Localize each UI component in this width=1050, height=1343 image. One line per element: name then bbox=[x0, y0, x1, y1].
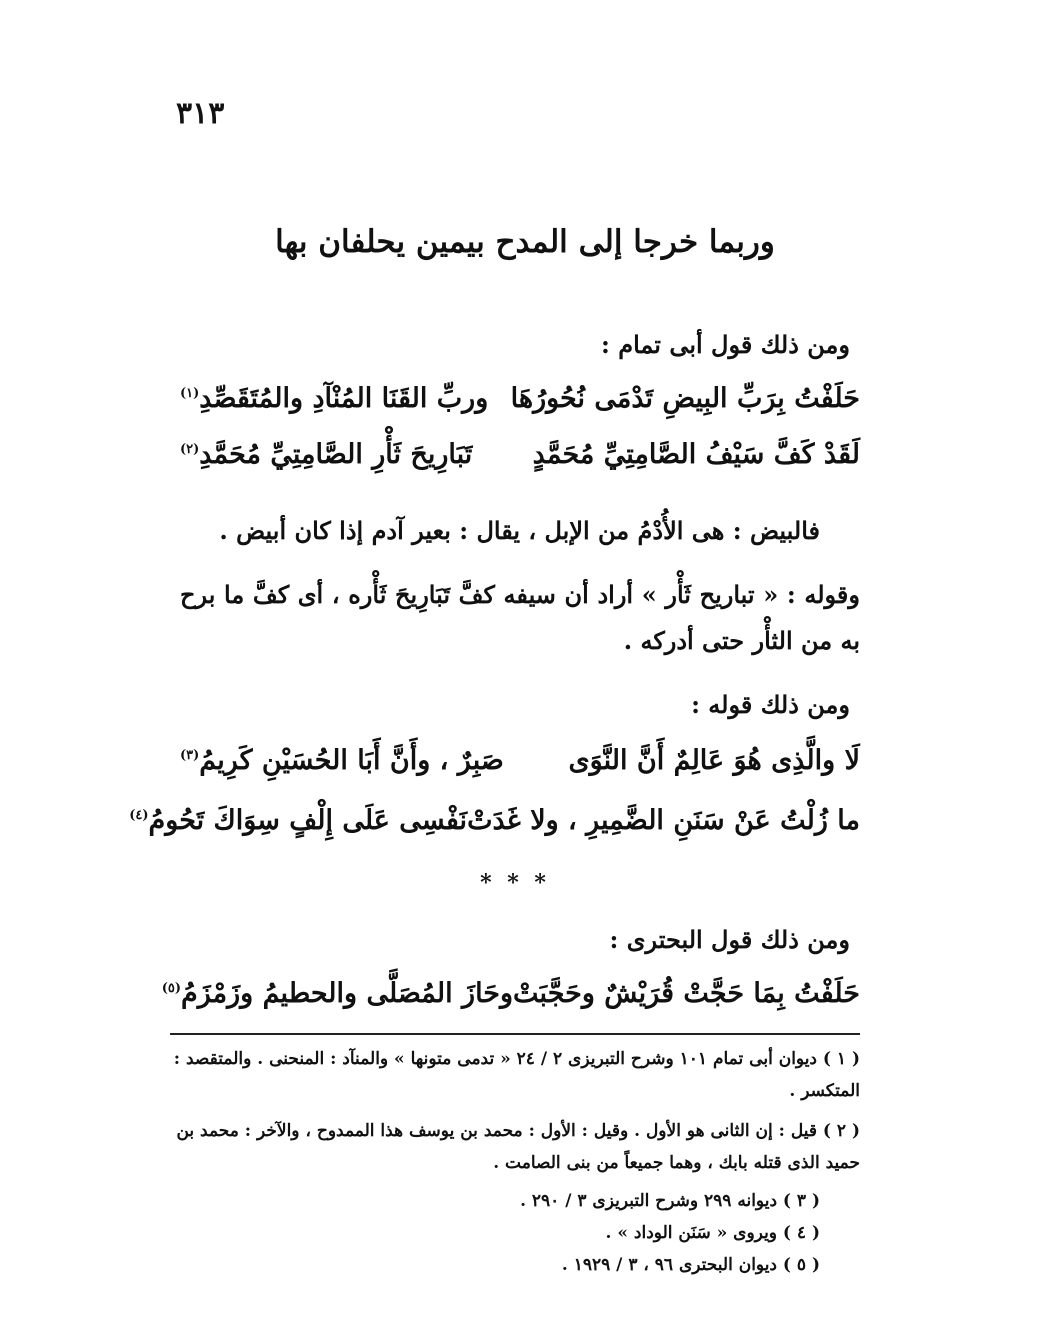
footnote-marker: (٣) bbox=[180, 748, 200, 763]
footnote: ( ٢ ) قيل : إن الثانى هو الأول . وقيل : الأول : محمد بن يوسف هذا الممدوح ، والآخر : محمد بن حميد الذى قتله بابك ، وهما جميعاً من بنى الصامت . bbox=[176, 1121, 860, 1173]
verse-text: تَبَارِيحَ ثَأْرِ الصَّامِتِيِّ مُحَمَّدِ bbox=[199, 439, 473, 470]
verse-first-hemistich: حَلَفْتُ بِمَا حَجَّتْ قُرَيْشٌ وحَجَّبَتْ bbox=[513, 978, 860, 1009]
footnote-marker: (١) bbox=[180, 386, 200, 401]
verse-text: صَبِرٌ ، وأَنَّ أَبَا الحُسَيْنِ كَرِيمُ bbox=[199, 745, 504, 776]
verse-text: وربِّ القَنَا المُنْآدِ والمُتَقَصِّدِ bbox=[199, 383, 489, 414]
verse-first-hemistich: ما زُلْتُ عَنْ سَنَنِ الضَّمِيرِ ، ولا غَدَتْ bbox=[467, 805, 860, 836]
intro-his-saying: ومن ذلك قوله : bbox=[691, 690, 850, 719]
intro-buhturi: ومن ذلك قول البحترى : bbox=[609, 925, 850, 954]
verse-text: نَفْسِى عَلَى إِلْفٍ سِوَاكَ تَحُومُ bbox=[148, 805, 468, 836]
verse-text: وحَازَ المُصَلَّى والحطيمُ وزَمْزَمُ bbox=[181, 978, 514, 1009]
verse-first-hemistich: لَقَدْ كَفَّ سَيْفُ الصَّامِتِيِّ مُحَمَّدٍ bbox=[532, 439, 860, 470]
verse-first-hemistich: لَا والَّذِى هُوَ عَالِمٌ أَنَّ النَّوَى bbox=[568, 745, 860, 776]
footnote-marker: (٢) bbox=[180, 442, 200, 457]
section-divider-stars: * * * bbox=[480, 870, 550, 896]
verse-line bbox=[129, 805, 860, 836]
verse-line bbox=[180, 745, 860, 776]
verse-line bbox=[180, 439, 860, 470]
footnote: ( ٣ ) ديوانه ٢٩٩ وشرح التبريزى ٣ / ٢٩٠ . bbox=[520, 1191, 820, 1211]
footnote: ( ٥ ) ديوان البحترى ٩٦ ، ٣ / ١٩٢٩ . bbox=[561, 1255, 820, 1275]
footnote-marker: (٥) bbox=[161, 981, 182, 996]
verse-line bbox=[180, 383, 860, 414]
explanation-paragraph: وقوله : « تباريح ثَأْر » أراد أن سيفه كفَّ تَبَارِيحَ ثَأْره ، أى كفَّ ما برح به من الثأْر حتى أدركه . bbox=[180, 580, 860, 655]
section-heading: وربما خرجا إلى المدح بيمين يحلفان بها bbox=[275, 224, 775, 260]
footnote: ( ١ ) ديوان أبى تمام ١٠١ وشرح التبريزى ٢ / ٢٤ « تدمى متونها » والمنآد : المنحنى . والمتقصد : المتكسر . bbox=[173, 1049, 860, 1101]
verse-second-hemistich bbox=[162, 978, 513, 1009]
intro-abu-tammam: ومن ذلك قول أبى تمام : bbox=[601, 330, 850, 359]
verse-line bbox=[161, 978, 860, 1009]
page-number: ٣١٣ bbox=[176, 96, 225, 131]
verse-second-hemistich bbox=[180, 439, 472, 470]
explanation-paragraph: فالبيض : هى الأُدْمُ من الإبل ، يقال : بعير آدم إذا كان أبيض . bbox=[219, 516, 820, 545]
verse-second-hemistich bbox=[180, 383, 488, 414]
verse-second-hemistich bbox=[129, 805, 467, 836]
verse-first-hemistich: حَلَفْتُ بِرَبِّ البِيضِ تَدْمَى نُحُورُهَا bbox=[510, 383, 860, 414]
verse-second-hemistich bbox=[180, 745, 504, 776]
footnote: ( ٤ ) ويروى « سَنَن الوداد » . bbox=[605, 1223, 820, 1243]
footnote-rule bbox=[170, 1033, 860, 1035]
footnote-marker: (٤) bbox=[129, 808, 149, 823]
